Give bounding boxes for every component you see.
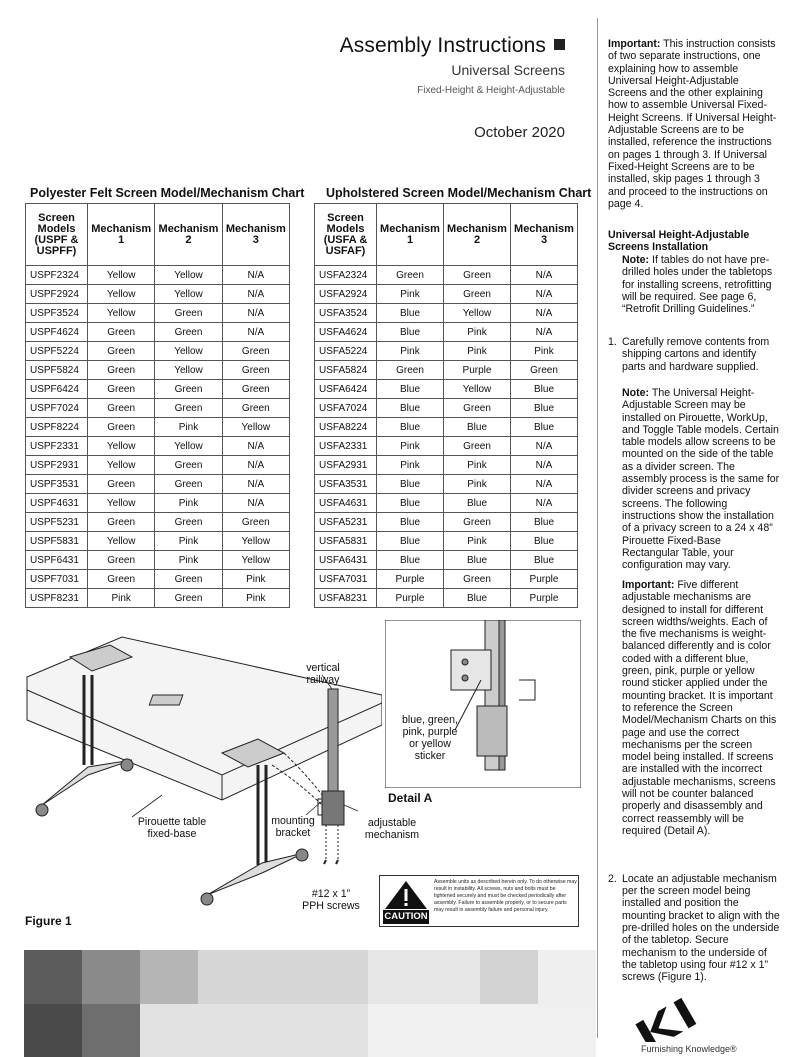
upholstered_chart-cell: Blue [377, 513, 444, 532]
felt_chart-row [26, 494, 290, 513]
felt-chart-header-cell: Screen Models (USPF & USPFF) [26, 204, 88, 266]
caster [36, 804, 48, 816]
felt_chart-cell: Yellow [88, 532, 155, 551]
upholstered-chart-body [315, 266, 578, 608]
felt_chart-cell: Pink [88, 589, 155, 608]
felt_chart-cell: Green [88, 551, 155, 570]
felt_chart-row [26, 532, 290, 551]
upholstered_chart-cell: USFA8224 [315, 418, 377, 437]
note-models-text: The Universal Height-Adjustable Screen may be installed on Pirouette, WorkUp, and Toggle Table models. Certain table models allow screens to be mounted on the side of the table as a divider screen. The assembly process is the same for divider screens and privacy screens. The following instructions show the installation of a privacy screen to a 24 x 48” Pirouette Fixed-Base Rectangular Table, your configuration may vary. [622, 387, 780, 572]
footer-swatch [538, 950, 596, 1004]
felt_chart-cell: Green [222, 399, 289, 418]
felt_chart-row [26, 342, 290, 361]
felt_chart-cell: Yellow [155, 285, 222, 304]
felt_chart-cell: Green [88, 380, 155, 399]
felt_chart-row [26, 266, 290, 285]
label-vertical-railway: vertical railway [306, 662, 340, 686]
felt_chart-cell: Green [222, 380, 289, 399]
felt_chart-cell: USPF4624 [26, 323, 88, 342]
upholstered_chart-cell: N/A [511, 323, 578, 342]
footer-swatch [368, 950, 480, 1004]
felt_chart-cell: Yellow [88, 456, 155, 475]
felt_chart-row [26, 513, 290, 532]
caution-label: CAUTION [384, 911, 428, 922]
upholstered_chart-cell: Purple [511, 570, 578, 589]
label-screws: #12 x 1” PPH screws [302, 888, 360, 912]
felt_chart-cell: Yellow [155, 266, 222, 285]
figure-1-label: Figure 1 [25, 914, 72, 928]
felt_chart-cell: Yellow [88, 437, 155, 456]
upholstered_chart-cell: Purple [377, 589, 444, 608]
upholstered_chart-row [315, 418, 578, 437]
felt_chart-cell: Green [155, 304, 222, 323]
felt_chart-cell: Green [88, 342, 155, 361]
label-sticker: blue, green, pink, purple or yellow sticker [402, 714, 458, 762]
label-adjustable-mechanism: adjustable mechanism [364, 817, 420, 841]
upholstered_chart-cell: Pink [444, 342, 511, 361]
felt_chart-cell: Green [88, 323, 155, 342]
felt_chart-cell: Yellow [222, 551, 289, 570]
felt_chart-row [26, 551, 290, 570]
label-mounting-bracket: mounting bracket [271, 815, 315, 839]
upholstered_chart-row [315, 342, 578, 361]
caster [296, 849, 308, 861]
upholstered-chart-header-cell: Mechanism 1 [377, 204, 444, 266]
upholstered_chart-cell: USFA7024 [315, 399, 377, 418]
felt_chart-cell: USPF3531 [26, 475, 88, 494]
upholstered_chart-row [315, 380, 578, 399]
upholstered_chart-cell: Green [444, 437, 511, 456]
upholstered_chart-cell: Blue [377, 532, 444, 551]
upholstered-chart-table [314, 203, 578, 608]
important-label: Important: [622, 579, 675, 591]
step-2 [608, 873, 780, 984]
felt_chart-cell: Pink [155, 418, 222, 437]
figure-1-illustration [22, 615, 382, 915]
felt_chart-cell: Pink [222, 589, 289, 608]
step-1-number: 1. [608, 336, 617, 348]
document-date: October 2020 [474, 124, 565, 141]
felt_chart-cell: N/A [222, 456, 289, 475]
upholstered-chart-title: Upholstered Screen Model/Mechanism Chart [326, 186, 592, 200]
document-title [340, 34, 565, 58]
footer-swatch [368, 1004, 596, 1057]
upholstered-chart-header-cell: Mechanism 2 [444, 204, 511, 266]
upholstered_chart-cell: N/A [511, 285, 578, 304]
felt_chart-cell: N/A [222, 266, 289, 285]
felt_chart-row [26, 323, 290, 342]
upholstered_chart-cell: USFA5224 [315, 342, 377, 361]
felt_chart-cell: Pink [222, 570, 289, 589]
upholstered_chart-row [315, 532, 578, 551]
upholstered_chart-row [315, 323, 578, 342]
upholstered_chart-row [315, 570, 578, 589]
upholstered_chart-cell: Blue [511, 532, 578, 551]
upholstered_chart-cell: Blue [511, 380, 578, 399]
felt_chart-cell: USPF4631 [26, 494, 88, 513]
upholstered_chart-cell: Pink [444, 323, 511, 342]
felt_chart-row [26, 570, 290, 589]
upholstered_chart-cell: Purple [377, 570, 444, 589]
upholstered_chart-cell: USFA4631 [315, 494, 377, 513]
felt_chart-cell: USPF6431 [26, 551, 88, 570]
felt_chart-cell: N/A [222, 285, 289, 304]
felt_chart-cell: Yellow [155, 437, 222, 456]
upholstered_chart-row [315, 437, 578, 456]
footer-swatch [140, 950, 198, 1004]
upholstered-chart-header-cell: Mechanism 3 [511, 204, 578, 266]
caster [121, 759, 133, 771]
felt_chart-cell: N/A [222, 323, 289, 342]
step-2-text: Locate an adjustable mechanism per the screen model being installed and position the mounting bracket to align with the pre-drilled holes on the underside of the tabletop. Secure mechanism to the underside of the tabletop using four #12 x 1” screws (Figure 1). [622, 872, 780, 984]
felt_chart-cell: Pink [155, 551, 222, 570]
upholstered_chart-cell: N/A [511, 304, 578, 323]
sidebar-note-retrofit [608, 254, 780, 315]
important-intro-text: This instruction consists of two separate instructions, one explaining how to assemble Universal Height-Adjustable Screens and the other explaining how to assemble Universal Fixed-Height Screens. If Universal Height-Adjustable Screens are to be installed, reference the instructions on pages 1 through 3. If Universal Fixed-Height Screens are to be installed, skip pages 1 through 3 and proceed to the instructions on page 4. [608, 38, 777, 210]
felt_chart-row [26, 304, 290, 323]
upholstered_chart-cell: USFA2924 [315, 285, 377, 304]
felt_chart-row [26, 285, 290, 304]
felt-chart-header-cell: Mechanism 2 [155, 204, 222, 266]
upholstered_chart-row [315, 456, 578, 475]
felt_chart-cell: USPF7024 [26, 399, 88, 418]
felt_chart-cell: Green [88, 475, 155, 494]
upholstered_chart-cell: N/A [511, 494, 578, 513]
felt_chart-row [26, 418, 290, 437]
upholstered_chart-cell: Purple [444, 361, 511, 380]
upholstered_chart-cell: USFA2331 [315, 437, 377, 456]
upholstered_chart-cell: Pink [444, 532, 511, 551]
upholstered_chart-cell: Blue [377, 475, 444, 494]
footer-swatch [24, 950, 82, 1004]
felt-chart-header-cell: Mechanism 1 [88, 204, 155, 266]
felt_chart-cell: USPF7031 [26, 570, 88, 589]
step-1-text: Carefully remove contents from shipping cartons and identify parts and hardware supplied. [622, 336, 770, 373]
felt_chart-row [26, 456, 290, 475]
upholstered_chart-cell: Blue [511, 399, 578, 418]
upholstered_chart-cell: USFA6424 [315, 380, 377, 399]
upholstered_chart-cell: Pink [377, 456, 444, 475]
felt_chart-cell: Green [222, 361, 289, 380]
upholstered_chart-cell: Blue [444, 551, 511, 570]
felt-chart-header-row [26, 204, 290, 266]
important-label: Important: [608, 38, 661, 50]
upholstered_chart-cell: Pink [377, 342, 444, 361]
felt_chart-cell: USPF8231 [26, 589, 88, 608]
felt_chart-cell: Green [155, 475, 222, 494]
upholstered_chart-row [315, 361, 578, 380]
felt_chart-cell: USPF3524 [26, 304, 88, 323]
felt-chart-body [26, 266, 290, 608]
upholstered_chart-cell: Pink [444, 456, 511, 475]
upholstered_chart-cell: USFA5231 [315, 513, 377, 532]
footer-swatch [198, 950, 368, 1004]
tagline: Furnishing Knowledge® [641, 1044, 737, 1054]
grommet [149, 695, 183, 705]
felt_chart-row [26, 475, 290, 494]
upholstered_chart-cell: USFA8231 [315, 589, 377, 608]
felt_chart-cell: Green [88, 399, 155, 418]
upholstered_chart-cell: USFA5831 [315, 532, 377, 551]
caution-box [379, 875, 579, 927]
felt_chart-cell: Green [155, 323, 222, 342]
upholstered_chart-cell: Pink [511, 342, 578, 361]
upholstered_chart-cell: Purple [511, 589, 578, 608]
upholstered_chart-cell: Blue [377, 418, 444, 437]
upholstered_chart-row [315, 513, 578, 532]
upholstered_chart-cell: Green [444, 399, 511, 418]
felt_chart-cell: USPF2331 [26, 437, 88, 456]
upholstered_chart-cell: USFA4624 [315, 323, 377, 342]
detail-a-title: Detail A [388, 791, 433, 805]
upholstered_chart-cell: Green [444, 266, 511, 285]
step-2-number: 2. [608, 872, 617, 885]
felt_chart-cell: Yellow [88, 304, 155, 323]
upholstered_chart-cell: Pink [377, 285, 444, 304]
upholstered_chart-cell: N/A [511, 437, 578, 456]
upholstered_chart-cell: USFA6431 [315, 551, 377, 570]
upholstered_chart-cell: Blue [377, 494, 444, 513]
felt_chart-row [26, 589, 290, 608]
upholstered_chart-row [315, 266, 578, 285]
felt-chart-table [25, 203, 290, 608]
document-title-text: Assembly Instructions [339, 34, 546, 57]
sidebar-note-models [608, 387, 780, 571]
upholstered_chart-row [315, 494, 578, 513]
upholstered-chart-header-cell: Screen Models (USFA & USFAF) [315, 204, 377, 266]
felt_chart-cell: USPF8224 [26, 418, 88, 437]
felt_chart-cell: Pink [155, 494, 222, 513]
felt_chart-cell: Yellow [222, 532, 289, 551]
upholstered_chart-cell: N/A [511, 475, 578, 494]
felt_chart-cell: Green [88, 513, 155, 532]
section-heading: Universal Height-Adjustable Screens Installation [608, 229, 750, 254]
footer-swatch [82, 1004, 140, 1057]
upholstered_chart-cell: USFA7031 [315, 570, 377, 589]
upholstered_chart-cell: Green [377, 361, 444, 380]
upholstered-chart-header-row [315, 204, 578, 266]
step-1 [608, 336, 780, 373]
felt_chart-cell: Yellow [222, 418, 289, 437]
upholstered_chart-cell: USFA2931 [315, 456, 377, 475]
important-mechanisms-text: Five different adjustable mechanisms are designed to install for different screen widths/weights. Each of the five mechanisms is weight-balanced differently and is color coded with a different blue, green, pink, purple or yellow round sticker applied under the mounting bracket. It is important to reference the Screen Model/Mechanism Charts on this page and use the correct mechanisms per the screen model being installed. If screens are installed with the incorrect adjustable mechanisms, screens will not be counter balanced properly and disassembly and correct reassembly will be required (Detail A). [622, 579, 777, 837]
felt_chart-cell: Yellow [88, 285, 155, 304]
note-label: Note: [622, 387, 650, 399]
upholstered_chart-cell: Yellow [444, 304, 511, 323]
caution-text: Assemble units as described herein only. To do otherwise may result in instability. All screws, nuts and bolts must be tightened securely and must be checked periodically after assembly. Failure to assemble properly, or to secure parts may result in assembly failure and personal injury. [434, 879, 577, 913]
upholstered_chart-row [315, 304, 578, 323]
felt_chart-cell: Green [155, 456, 222, 475]
felt_chart-cell: Yellow [88, 494, 155, 513]
felt_chart-row [26, 380, 290, 399]
felt_chart-cell: USPF5224 [26, 342, 88, 361]
upholstered_chart-cell: USFA5824 [315, 361, 377, 380]
upholstered_chart-cell: Yellow [444, 380, 511, 399]
felt_chart-cell: Green [88, 361, 155, 380]
felt_chart-cell: USPF2931 [26, 456, 88, 475]
felt_chart-cell: Green [155, 589, 222, 608]
upholstered_chart-cell: Blue [511, 551, 578, 570]
upholstered_chart-cell: Blue [377, 304, 444, 323]
felt_chart-cell: USPF5824 [26, 361, 88, 380]
upholstered_chart-row [315, 399, 578, 418]
footer-swatch [140, 1004, 368, 1057]
felt_chart-cell: Green [155, 399, 222, 418]
title-square-icon [554, 39, 565, 50]
felt_chart-cell: N/A [222, 437, 289, 456]
sidebar-important-mechanisms [608, 579, 780, 837]
felt_chart-cell: Pink [155, 532, 222, 551]
upholstered_chart-cell: Pink [377, 437, 444, 456]
upholstered_chart-cell: N/A [511, 266, 578, 285]
label-pirouette-table: Pirouette table fixed-base [137, 816, 207, 840]
upholstered_chart-cell: Green [377, 266, 444, 285]
ki-logo [632, 998, 710, 1042]
footer-swatch [82, 950, 140, 1004]
upholstered_chart-cell: USFA2324 [315, 266, 377, 285]
sidebar-important-intro [608, 38, 780, 210]
felt_chart-cell: USPF5231 [26, 513, 88, 532]
upholstered_chart-cell: Green [444, 570, 511, 589]
upholstered_chart-cell: Blue [511, 513, 578, 532]
felt-chart-title: Polyester Felt Screen Model/Mechanism Chart [30, 186, 305, 200]
upholstered_chart-cell: USFA3524 [315, 304, 377, 323]
upholstered_chart-cell: Blue [444, 418, 511, 437]
felt_chart-cell: Green [155, 570, 222, 589]
warning-triangle-icon [384, 880, 428, 910]
upholstered_chart-row [315, 285, 578, 304]
document-subtitle-secondary: Fixed-Height & Height-Adjustable [417, 85, 565, 96]
felt_chart-row [26, 399, 290, 418]
upholstered_chart-cell: Blue [377, 380, 444, 399]
upholstered_chart-row [315, 589, 578, 608]
upholstered_chart-row [315, 475, 578, 494]
felt_chart-cell: Yellow [155, 361, 222, 380]
column-divider [597, 18, 598, 1038]
felt_chart-cell: N/A [222, 494, 289, 513]
footer-swatch [480, 950, 538, 1004]
felt_chart-cell: USPF2324 [26, 266, 88, 285]
upholstered_chart-cell: Green [444, 285, 511, 304]
note-label: Note: [622, 254, 650, 266]
felt_chart-cell: Green [88, 570, 155, 589]
felt_chart-cell: Green [155, 380, 222, 399]
upholstered_chart-cell: USFA3531 [315, 475, 377, 494]
felt_chart-cell: USPF2924 [26, 285, 88, 304]
upholstered_chart-cell: Green [511, 361, 578, 380]
note-retrofit-text: If tables do not have pre-drilled holes under the tabletops for installing screens, retrofitting will be required. See page 6, “Retrofit Drilling Guidelines.” [622, 254, 773, 316]
caster [201, 893, 213, 905]
felt_chart-cell: N/A [222, 475, 289, 494]
upholstered_chart-cell: Blue [444, 589, 511, 608]
upholstered_chart-cell: Blue [377, 323, 444, 342]
felt_chart-cell: N/A [222, 304, 289, 323]
felt_chart-cell: Yellow [88, 266, 155, 285]
detail-a-illustration [385, 620, 581, 788]
felt_chart-cell: Green [155, 513, 222, 532]
document-subtitle: Universal Screens [451, 62, 565, 78]
felt_chart-cell: Green [88, 418, 155, 437]
upholstered_chart-cell: N/A [511, 456, 578, 475]
upholstered_chart-cell: Pink [444, 475, 511, 494]
felt_chart-cell: USPF5831 [26, 532, 88, 551]
upholstered_chart-row [315, 551, 578, 570]
upholstered_chart-cell: Blue [511, 418, 578, 437]
adjustable-mechanism-shape [322, 791, 344, 825]
felt_chart-cell: Green [222, 513, 289, 532]
upholstered_chart-cell: Green [444, 513, 511, 532]
detail-bracket [451, 650, 491, 690]
felt_chart-row [26, 437, 290, 456]
footer-swatch [24, 1004, 82, 1057]
felt_chart-cell: USPF6424 [26, 380, 88, 399]
felt_chart-cell: Green [222, 342, 289, 361]
felt-chart-header-cell: Mechanism 3 [222, 204, 289, 266]
felt_chart-row [26, 361, 290, 380]
upholstered_chart-cell: Blue [377, 399, 444, 418]
detail-mechanism [477, 706, 507, 756]
upholstered_chart-cell: Blue [377, 551, 444, 570]
felt_chart-cell: Yellow [155, 342, 222, 361]
upholstered_chart-cell: Blue [444, 494, 511, 513]
